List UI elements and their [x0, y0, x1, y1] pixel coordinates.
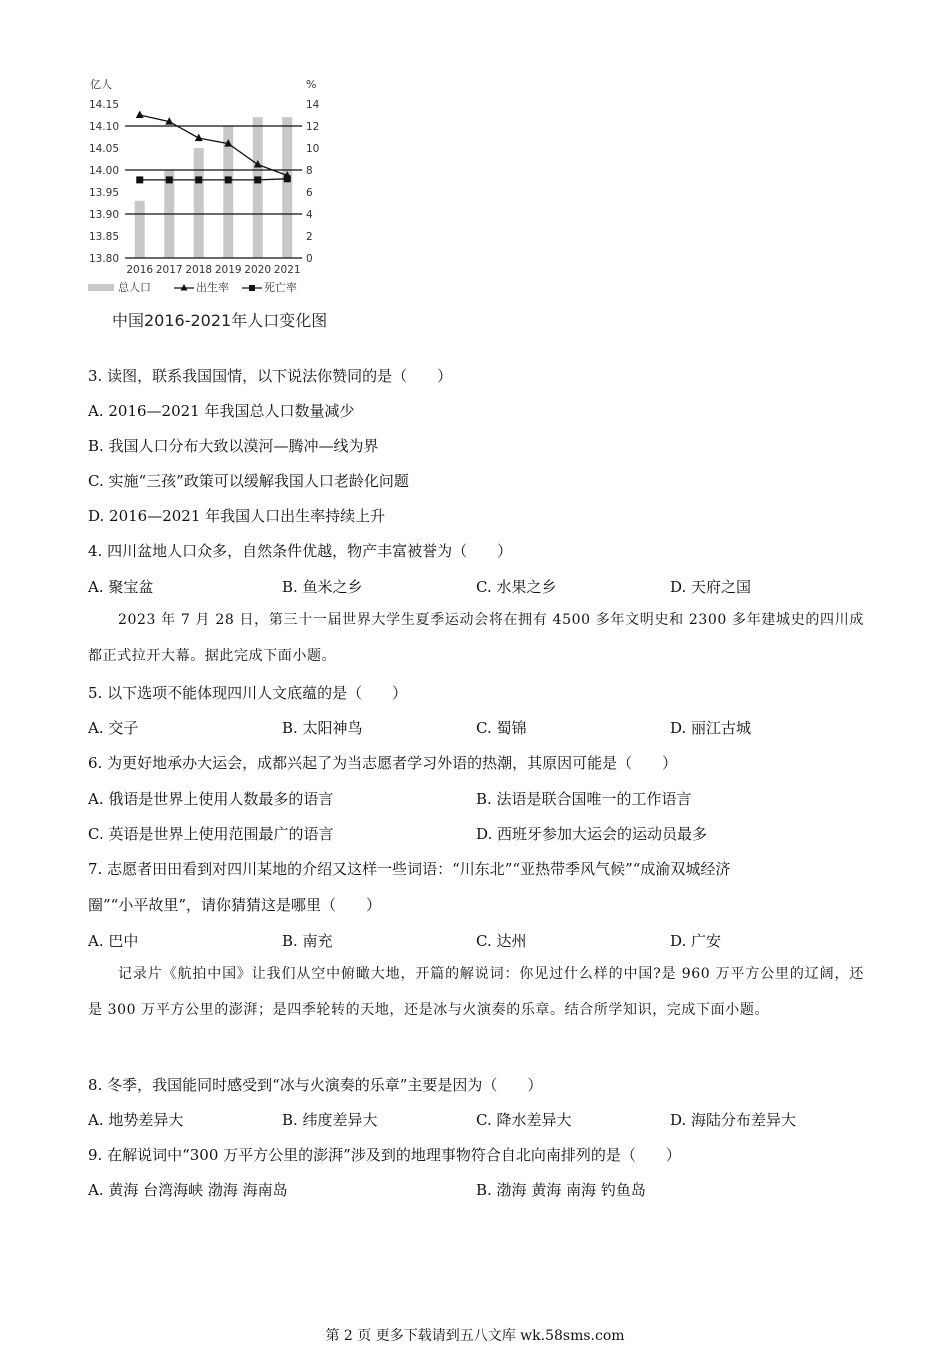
left-tick-label: 14.05 — [88, 143, 119, 155]
q6-option-b: B. 法语是联合国唯一的工作语言 — [476, 790, 692, 808]
right-tick-label: 0 — [306, 253, 313, 265]
left-tick-label: 13.85 — [88, 231, 119, 243]
q6-option-c: C. 英语是世界上使用范围最广的语言 — [88, 825, 334, 843]
line-birth-rate — [140, 115, 288, 176]
point-death-rate-2018 — [195, 176, 202, 183]
left-axis-unit: 亿人 — [90, 78, 112, 91]
right-tick-label: 2 — [306, 231, 313, 243]
q7-option-b: B. 南充 — [282, 932, 333, 950]
point-birth-rate-2016 — [136, 111, 144, 119]
q4-option-b: B. 鱼米之乡 — [282, 578, 363, 596]
point-death-rate-2019 — [225, 176, 232, 183]
x-tick-label: 2016 — [126, 264, 154, 276]
q9-option-b: B. 渤海 黄海 南海 钓鱼岛 — [476, 1181, 646, 1199]
q5-option-d: D. 丽江古城 — [670, 719, 752, 737]
right-tick-label: 6 — [306, 187, 313, 199]
q4-option-c: C. 水果之乡 — [476, 578, 557, 596]
q8-option-c: C. 降水差异大 — [476, 1111, 572, 1129]
q7-stem-line2: 圈”“小平故里”，请你猜猜这是哪里（ ） — [88, 896, 382, 914]
point-death-rate-2021 — [284, 175, 291, 182]
point-death-rate-2016 — [136, 176, 143, 183]
q4-stem: 4. 四川盆地人口众多，自然条件优越，物产丰富被誉为（ ） — [88, 542, 513, 560]
q4-option-d: D. 天府之国 — [670, 578, 752, 596]
x-tick-label: 2021 — [273, 264, 301, 276]
page-footer: 第 2 页 更多下载请到五八文库 wk.58sms.com — [325, 1328, 625, 1344]
left-tick-label: 14.00 — [88, 165, 119, 177]
x-tick-label: 2017 — [155, 264, 183, 276]
left-tick-label: 13.80 — [88, 253, 119, 265]
q3-option-a: A. 2016—2021 年我国总人口数量减少 — [88, 402, 355, 420]
q5-option-a: A. 交子 — [88, 719, 139, 737]
x-tick-label: 2018 — [185, 264, 213, 276]
passage-universiade: 2023 年 7 月 28 日，第三十一届世界大学生夏季运动会将在拥有 4500 多年文明史和 2300 多年建城史的四川成都正式拉开大幕。据此完成下面小题。 — [88, 612, 864, 664]
left-tick-label: 14.15 — [88, 99, 119, 111]
q3-option-c: C. 实施“三孩”政策可以缓解我国人口老龄化问题 — [88, 472, 409, 490]
legend-label: 总人口 — [118, 281, 151, 294]
bar-total-population-2021 — [282, 117, 292, 258]
right-tick-label: 10 — [306, 143, 320, 155]
left-tick-label: 14.10 — [88, 121, 119, 133]
q3-stem: 3. 读图，联系我国国情，以下说法你赞同的是（ ） — [88, 367, 453, 385]
q3-option-d: D. 2016—2021 年我国人口出生率持续上升 — [88, 507, 386, 525]
legend-swatch-total-population — [88, 284, 114, 291]
right-tick-label: 4 — [306, 209, 313, 221]
q8-option-d: D. 海陆分布差异大 — [670, 1111, 797, 1129]
point-death-rate-2020 — [254, 176, 261, 183]
right-tick-label: 8 — [306, 165, 313, 177]
q9-option-a: A. 黄海 台湾海峡 渤海 海南岛 — [88, 1181, 288, 1199]
q7-option-d: D. 广安 — [670, 932, 722, 950]
legend-marker-square — [249, 285, 255, 291]
q7-option-a: A. 巴中 — [88, 932, 139, 950]
x-tick-label: 2019 — [214, 264, 242, 276]
q5-option-b: B. 太阳神鸟 — [282, 719, 363, 737]
legend-label: 死亡率 — [264, 281, 297, 294]
q7-option-c: C. 达州 — [476, 932, 527, 950]
q9-stem: 9. 在解说词中“300 万平方公里的澎湃”涉及到的地理事物符合自北向南排列的是（ ） — [88, 1146, 681, 1164]
bar-total-population-2020 — [253, 117, 263, 258]
q6-stem: 6. 为更好地承办大运会，成都兴起了为当志愿者学习外语的热潮，其原因可能是（ ） — [88, 754, 678, 772]
q4-option-a: A. 聚宝盆 — [88, 578, 154, 596]
q6-option-d: D. 西班牙参加大运会的运动员最多 — [476, 825, 708, 843]
legend-label: 出生率 — [196, 281, 229, 294]
left-tick-label: 13.95 — [88, 187, 119, 199]
bar-total-population-2018 — [194, 148, 204, 258]
q3-option-b: B. 我国人口分布大致以漠河—腾冲—线为界 — [88, 437, 379, 455]
q6-option-a: A. 俄语是世界上使用人数最多的语言 — [88, 790, 334, 808]
x-tick-label: 2020 — [244, 264, 272, 276]
line-death-rate — [140, 179, 288, 180]
q8-stem: 8. 冬季，我国能同时感受到“冰与火演奏的乐章”主要是因为（ ） — [88, 1076, 543, 1094]
point-birth-rate-2018 — [195, 134, 203, 142]
q8-option-b: B. 纬度差异大 — [282, 1111, 378, 1129]
right-tick-label: 14 — [306, 99, 320, 111]
legend-marker-triangle — [181, 284, 188, 291]
chart-svg — [80, 70, 340, 310]
q5-option-c: C. 蜀锦 — [476, 719, 527, 737]
passage-aerial-china: 记录片《航拍中国》让我们从空中俯瞰大地，开篇的解说词：你见过什么样的中国?是 960 万平方公里的辽阔，还是 300 万平方公里的澎湃；是四季轮转的天地，还是冰与火演奏的乐章。结合所学知识，完成下面小题。 — [88, 966, 864, 1018]
left-tick-label: 13.90 — [88, 209, 119, 221]
bar-total-population-2016 — [135, 201, 145, 258]
q8-option-a: A. 地势差异大 — [88, 1111, 184, 1129]
q7-stem-line1: 7. 志愿者田田看到对四川某地的介绍又这样一些词语：“川东北”“亚热带季风气候”“成渝双城经济 — [88, 860, 731, 878]
q5-stem: 5. 以下选项不能体现四川人文底蕴的是（ ） — [88, 684, 408, 702]
point-death-rate-2017 — [166, 176, 173, 183]
chart-caption: 中国2016-2021年人口变化图 — [112, 311, 328, 330]
right-axis-unit: % — [306, 78, 317, 91]
right-tick-label: 12 — [306, 121, 320, 133]
population-chart — [80, 70, 340, 340]
